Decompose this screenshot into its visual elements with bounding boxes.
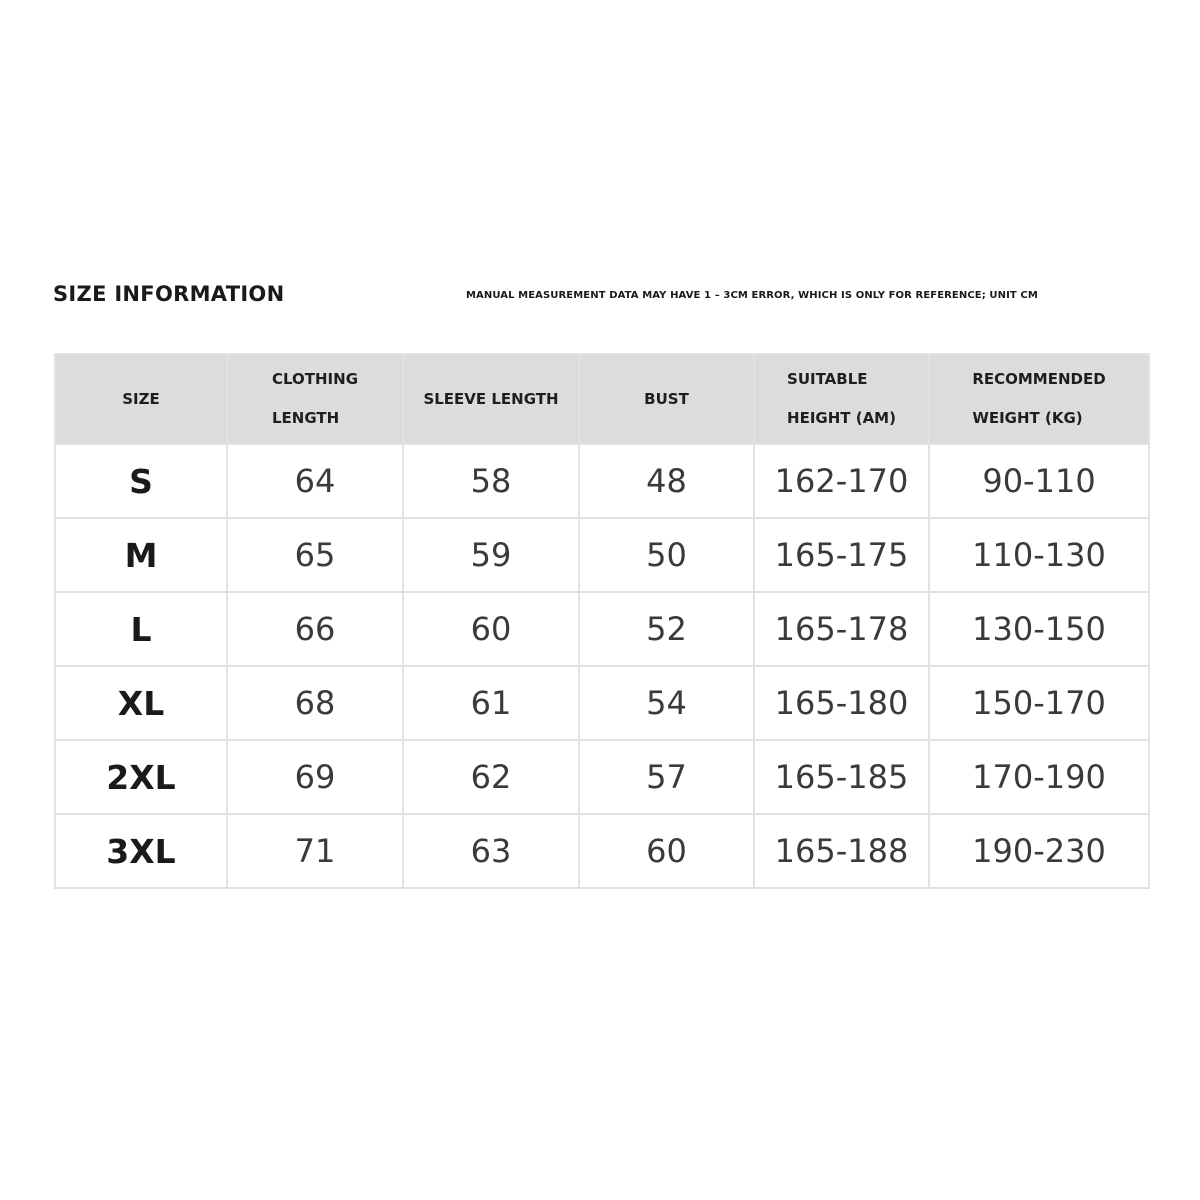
- table-row: [55, 444, 1149, 518]
- column-header-sleeve-length: SLEEVE LENGTH: [403, 354, 579, 444]
- recommended-weight-cell: 190-230: [929, 814, 1149, 888]
- bust-cell: 48: [579, 444, 754, 518]
- table-row: [55, 740, 1149, 814]
- table-row: [55, 518, 1149, 592]
- clothing-length-cell: 64: [227, 444, 403, 518]
- column-header-clothing-length: CLOTHING LENGTH: [227, 354, 403, 444]
- column-header-bust: BUST: [579, 354, 754, 444]
- recommended-weight-cell: 150-170: [929, 666, 1149, 740]
- bust-cell: 54: [579, 666, 754, 740]
- bust-cell: 52: [579, 592, 754, 666]
- column-header-suitable-height: SUITABLE HEIGHT (AM): [754, 354, 929, 444]
- suitable-height-cell: 162-170: [754, 444, 929, 518]
- suitable-height-cell: 165-175: [754, 518, 929, 592]
- bust-cell: 50: [579, 518, 754, 592]
- clothing-length-cell: 68: [227, 666, 403, 740]
- table-header-row: [55, 354, 1149, 444]
- bust-cell: 60: [579, 814, 754, 888]
- table-row: [55, 592, 1149, 666]
- table-row: [55, 666, 1149, 740]
- sleeve-length-cell: 61: [403, 666, 579, 740]
- size-cell: M: [55, 518, 227, 592]
- clothing-length-cell: 69: [227, 740, 403, 814]
- sleeve-length-cell: 58: [403, 444, 579, 518]
- bust-cell: 57: [579, 740, 754, 814]
- suitable-height-cell: 165-180: [754, 666, 929, 740]
- size-cell: S: [55, 444, 227, 518]
- clothing-length-cell: 66: [227, 592, 403, 666]
- sleeve-length-cell: 60: [403, 592, 579, 666]
- suitable-height-cell: 165-178: [754, 592, 929, 666]
- sleeve-length-cell: 59: [403, 518, 579, 592]
- column-header-size: SIZE: [55, 354, 227, 444]
- size-cell: L: [55, 592, 227, 666]
- table-row: [55, 814, 1149, 888]
- recommended-weight-cell: 170-190: [929, 740, 1149, 814]
- clothing-length-cell: 71: [227, 814, 403, 888]
- size-cell: XL: [55, 666, 227, 740]
- suitable-height-cell: 165-185: [754, 740, 929, 814]
- size-chart-table: [54, 353, 1150, 889]
- sleeve-length-cell: 62: [403, 740, 579, 814]
- clothing-length-cell: 65: [227, 518, 403, 592]
- size-cell: 3XL: [55, 814, 227, 888]
- measurement-note: MANUAL MEASUREMENT DATA MAY HAVE 1 – 3CM ERROR, WHICH IS ONLY FOR REFERENCE; UNIT CM: [466, 290, 1038, 301]
- page-title: SIZE INFORMATION: [53, 282, 285, 306]
- sleeve-length-cell: 63: [403, 814, 579, 888]
- recommended-weight-cell: 130-150: [929, 592, 1149, 666]
- suitable-height-cell: 165-188: [754, 814, 929, 888]
- recommended-weight-cell: 90-110: [929, 444, 1149, 518]
- column-header-recommended-weight: RECOMMENDED WEIGHT (KG): [929, 354, 1149, 444]
- size-cell: 2XL: [55, 740, 227, 814]
- recommended-weight-cell: 110-130: [929, 518, 1149, 592]
